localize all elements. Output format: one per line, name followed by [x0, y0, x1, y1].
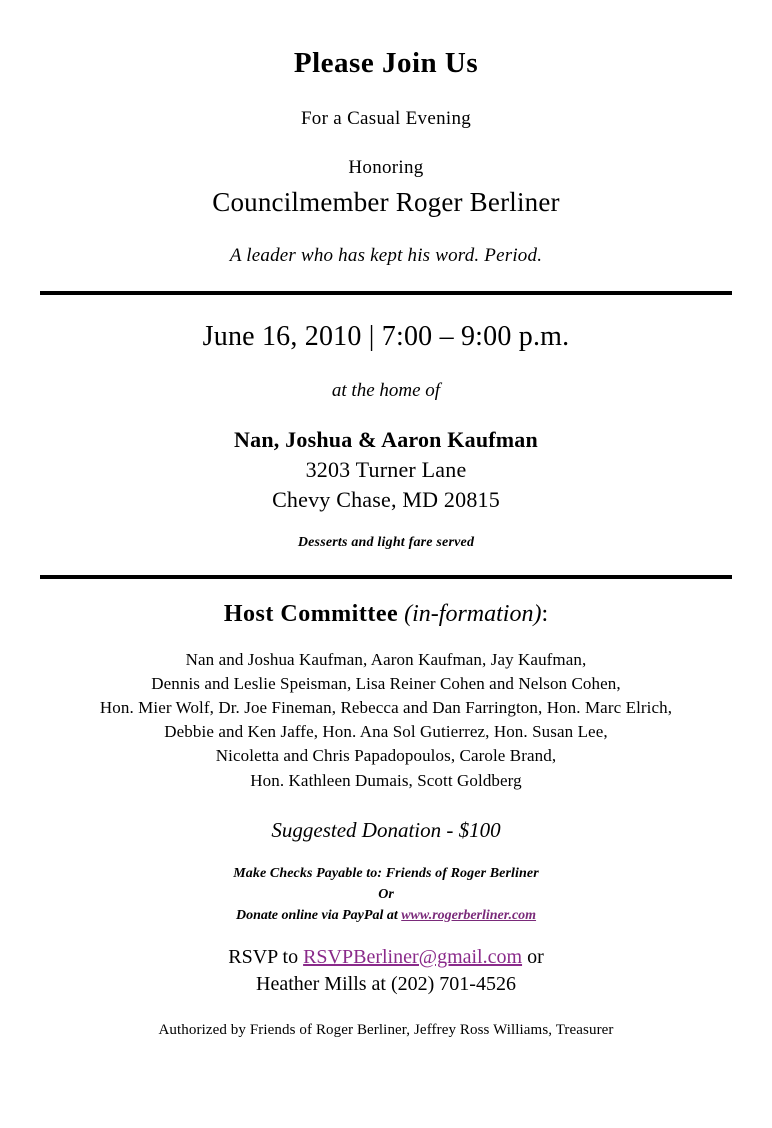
invitation-page — [0, 48, 772, 1128]
host-committee-heading-bold: Host Committee — [223, 600, 399, 627]
host-committee-list — [36, 648, 736, 793]
divider-top — [40, 291, 732, 295]
honoree-name: Councilmember Roger Berliner — [212, 186, 560, 217]
food-note: Desserts and light fare served — [297, 534, 475, 550]
host-committee-heading-italic: (in-formation) — [398, 600, 542, 627]
rsvp-prefix: RSVP to — [228, 945, 304, 968]
event-subtitle: For a Casual Evening — [300, 107, 472, 129]
paypal-note — [36, 908, 736, 924]
divider-bottom — [40, 575, 732, 579]
venue-label: at the home of — [331, 379, 441, 401]
venue-hosts: Nan, Joshua & Aaron Kaufman — [234, 426, 538, 452]
venue-street: 3203 Turner Lane — [305, 456, 467, 482]
event-datetime: June 16, 2010 | 7:00 – 9:00 p.m. — [202, 320, 570, 352]
authorization-disclaimer: Authorized by Friends of Roger Berliner, Jeffrey Ross Williams, Treasurer — [158, 1021, 614, 1038]
rsvp-suffix: or — [522, 945, 544, 968]
host-committee-heading — [36, 601, 736, 628]
rsvp-line — [36, 946, 736, 969]
list-item: Nicoletta and Chris Papadopoulos, Carole Brand, — [215, 746, 557, 766]
page-title: Please Join Us — [293, 47, 479, 79]
paypal-website-link[interactable]: www.rogerberliner.com — [401, 907, 537, 923]
list-item: Hon. Mier Wolf, Dr. Joe Fineman, Rebecca and Dan Farrington, Hon. Marc Elrich, — [99, 698, 673, 718]
rsvp-email-link[interactable]: RSVPBerliner@gmail.com — [303, 945, 523, 968]
tagline: A leader who has kept his word. Period. — [229, 244, 543, 266]
checks-payable-note: Make Checks Payable to: Friends of Roger Berliner — [233, 865, 539, 881]
paypal-prefix: Donate online via PayPal at — [235, 907, 402, 923]
list-item: Hon. Kathleen Dumais, Scott Goldberg — [250, 770, 522, 790]
venue-city-state-zip: Chevy Chase, MD 20815 — [272, 486, 500, 512]
rsvp-phone: Heather Mills at (202) 701-4526 — [256, 972, 516, 995]
honoring-label: Honoring — [348, 156, 424, 178]
list-item: Debbie and Ken Jaffe, Hon. Ana Sol Gutierrez, Hon. Susan Lee, — [164, 722, 608, 742]
or-label: Or — [378, 886, 394, 902]
host-committee-heading-colon: : — [541, 600, 549, 627]
list-item: Dennis and Leslie Speisman, Lisa Reiner Cohen and Nelson Cohen, — [151, 674, 621, 694]
suggested-donation: Suggested Donation - $100 — [271, 817, 501, 842]
list-item: Nan and Joshua Kaufman, Aaron Kaufman, Jay Kaufman, — [185, 649, 587, 669]
